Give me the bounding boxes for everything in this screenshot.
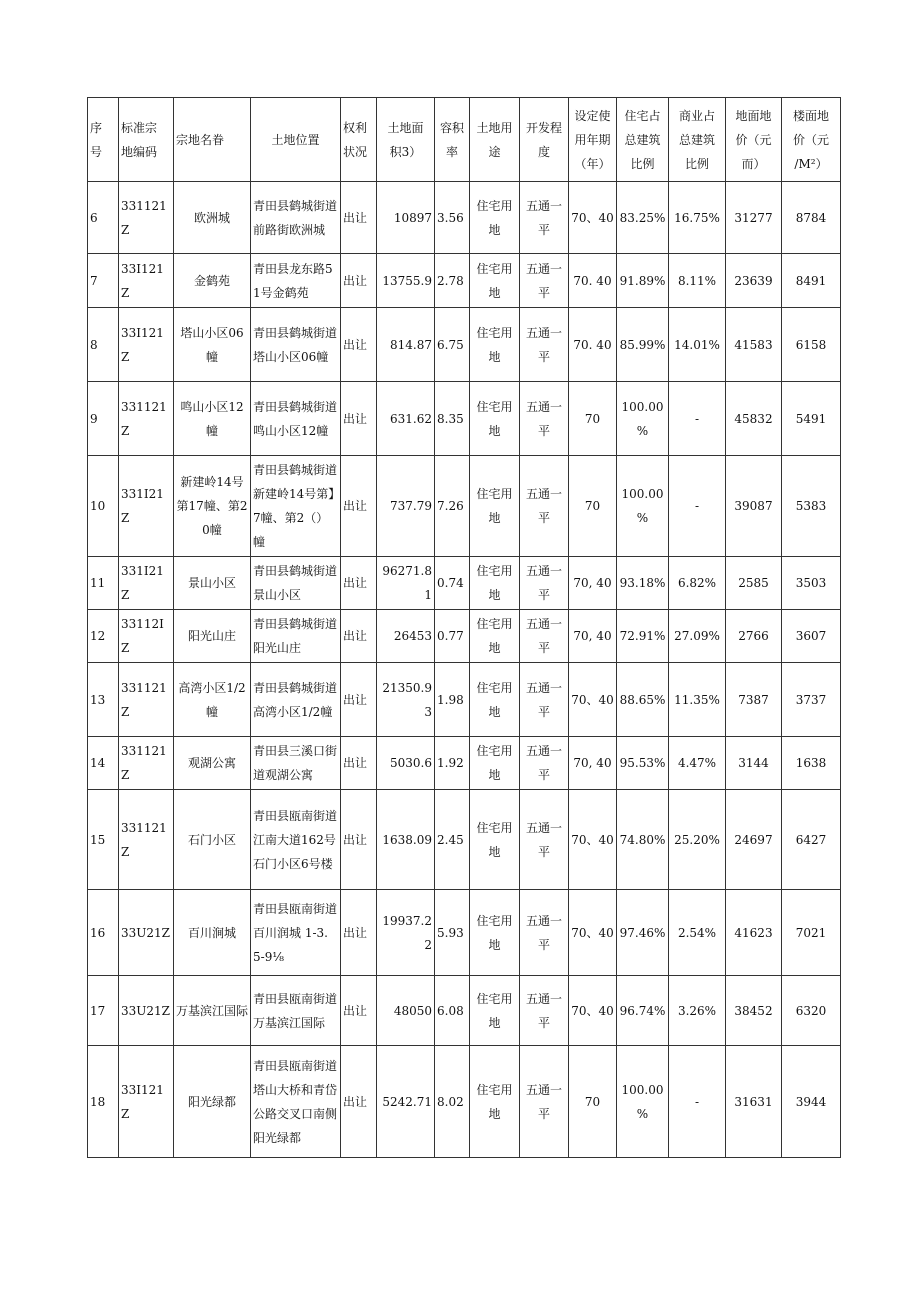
cell-floor-price: 3607 — [782, 610, 841, 663]
cell-no: 7 — [88, 254, 119, 308]
header-land-price: 地面地 价（元 而） — [726, 98, 782, 182]
cell-floor-price: 5491 — [782, 382, 841, 456]
header-row — [88, 98, 841, 182]
cell-years: 70, 40 — [569, 737, 617, 790]
table-row — [88, 456, 841, 557]
cell-com-ratio: 4.47% — [669, 737, 726, 790]
cell-location: 青田县鹤城街道前路街欧洲城 — [251, 182, 341, 254]
table-row — [88, 254, 841, 308]
cell-code: 331I21Z — [119, 557, 174, 610]
header-years: 设定使 用年期 （年） — [569, 98, 617, 182]
cell-no: 9 — [88, 382, 119, 456]
cell-area: 631.62 — [377, 382, 435, 456]
cell-dev: 五通一平 — [520, 976, 569, 1046]
cell-res-ratio: 100.00 % — [617, 1046, 669, 1158]
cell-name: 高湾小区1/2幢 — [174, 663, 251, 737]
table-row — [88, 790, 841, 890]
cell-res-ratio: 88.65% — [617, 663, 669, 737]
land-price-table — [87, 97, 841, 1158]
cell-com-ratio: 11.35% — [669, 663, 726, 737]
cell-code: 331121Z — [119, 790, 174, 890]
cell-dev: 五通一平 — [520, 182, 569, 254]
cell-use: 住宅用地 — [470, 557, 520, 610]
header-res-ratio: 住宅占 总建筑 比例 — [617, 98, 669, 182]
cell-use: 住宅用地 — [470, 790, 520, 890]
cell-floor-price: 5383 — [782, 456, 841, 557]
table-row — [88, 976, 841, 1046]
cell-rights: 出让 — [341, 254, 377, 308]
cell-code: 33112IZ — [119, 610, 174, 663]
cell-name: 石门小区 — [174, 790, 251, 890]
cell-code: 331I21Z — [119, 456, 174, 557]
cell-com-ratio: 14.01% — [669, 308, 726, 382]
cell-use: 住宅用地 — [470, 1046, 520, 1158]
cell-rights: 出让 — [341, 382, 377, 456]
cell-use: 住宅用地 — [470, 737, 520, 790]
cell-use: 住宅用地 — [470, 890, 520, 976]
cell-name: 阳光山庄 — [174, 610, 251, 663]
cell-use: 住宅用地 — [470, 663, 520, 737]
cell-floor-price: 3944 — [782, 1046, 841, 1158]
cell-res-ratio: 91.89% — [617, 254, 669, 308]
cell-res-ratio: 97.46% — [617, 890, 669, 976]
cell-floor-price: 7021 — [782, 890, 841, 976]
cell-no: 17 — [88, 976, 119, 1046]
cell-area: 1638.09 — [377, 790, 435, 890]
cell-res-ratio: 83.25% — [617, 182, 669, 254]
cell-res-ratio: 72.91% — [617, 610, 669, 663]
cell-dev: 五通一平 — [520, 890, 569, 976]
cell-rights: 出让 — [341, 456, 377, 557]
header-use: 土地用 途 — [470, 98, 520, 182]
cell-name: 阳光绿都 — [174, 1046, 251, 1158]
cell-land-price: 23639 — [726, 254, 782, 308]
cell-rights: 出让 — [341, 790, 377, 890]
cell-no: 6 — [88, 182, 119, 254]
cell-floor-price: 8784 — [782, 182, 841, 254]
cell-rights: 出让 — [341, 890, 377, 976]
header-dev: 开发程 度 — [520, 98, 569, 182]
cell-land-price: 45832 — [726, 382, 782, 456]
cell-area: 10897 — [377, 182, 435, 254]
cell-years: 70, 40 — [569, 610, 617, 663]
cell-res-ratio: 96.74% — [617, 976, 669, 1046]
cell-dev: 五通一平 — [520, 308, 569, 382]
cell-use: 住宅用地 — [470, 182, 520, 254]
cell-name: 景山小区 — [174, 557, 251, 610]
cell-res-ratio: 74.80% — [617, 790, 669, 890]
table-row — [88, 557, 841, 610]
cell-land-price: 3144 — [726, 737, 782, 790]
cell-land-price: 7387 — [726, 663, 782, 737]
cell-com-ratio: 3.26% — [669, 976, 726, 1046]
cell-code: 331121Z — [119, 663, 174, 737]
header-rights: 权利 状况 — [341, 98, 377, 182]
cell-area: 26453 — [377, 610, 435, 663]
cell-location: 青田县瓯南街道塔山大桥和青岱公路交叉口南侧阳光绿都 — [251, 1046, 341, 1158]
cell-no: 12 — [88, 610, 119, 663]
cell-name: 塔山小区06幢 — [174, 308, 251, 382]
table-row — [88, 737, 841, 790]
cell-use: 住宅用地 — [470, 456, 520, 557]
header-location: 土地位置 — [251, 98, 341, 182]
cell-dev: 五通一平 — [520, 456, 569, 557]
cell-area: 814.87 — [377, 308, 435, 382]
cell-far: 6.08 — [435, 976, 470, 1046]
cell-location: 青田县鹤城街道鸣山小区12幢 — [251, 382, 341, 456]
cell-rights: 出让 — [341, 737, 377, 790]
cell-floor-price: 8491 — [782, 254, 841, 308]
header-no: 序 号 — [88, 98, 119, 182]
cell-land-price: 31631 — [726, 1046, 782, 1158]
cell-res-ratio: 93.18% — [617, 557, 669, 610]
cell-years: 70、40 — [569, 790, 617, 890]
cell-name: 欧洲城 — [174, 182, 251, 254]
cell-use: 住宅用地 — [470, 610, 520, 663]
cell-location: 青田县鹤城街道塔山小区06幢 — [251, 308, 341, 382]
cell-com-ratio: - — [669, 382, 726, 456]
cell-years: 70、40 — [569, 890, 617, 976]
cell-floor-price: 3503 — [782, 557, 841, 610]
cell-location: 青田县瓯南街道江南大道162号石门小区6号楼 — [251, 790, 341, 890]
cell-far: 5.93 — [435, 890, 470, 976]
cell-dev: 五通一平 — [520, 737, 569, 790]
cell-area: 5242.71 — [377, 1046, 435, 1158]
cell-land-price: 41583 — [726, 308, 782, 382]
cell-code: 33U21Z — [119, 890, 174, 976]
cell-no: 13 — [88, 663, 119, 737]
cell-com-ratio: - — [669, 1046, 726, 1158]
table-row — [88, 182, 841, 254]
cell-com-ratio: - — [669, 456, 726, 557]
cell-rights: 出让 — [341, 308, 377, 382]
table-row — [88, 382, 841, 456]
cell-years: 70. 40 — [569, 254, 617, 308]
cell-location: 青田县三溪口街道观湖公寓 — [251, 737, 341, 790]
cell-dev: 五通一平 — [520, 254, 569, 308]
cell-code: 33I121Z — [119, 254, 174, 308]
cell-code: 331121Z — [119, 382, 174, 456]
cell-far: 8.02 — [435, 1046, 470, 1158]
cell-years: 70. 40 — [569, 308, 617, 382]
cell-dev: 五通一平 — [520, 1046, 569, 1158]
cell-far: 1.98 — [435, 663, 470, 737]
cell-land-price: 41623 — [726, 890, 782, 976]
cell-rights: 出让 — [341, 1046, 377, 1158]
cell-far: 8.35 — [435, 382, 470, 456]
cell-code: 331121Z — [119, 737, 174, 790]
cell-code: 33I121Z — [119, 1046, 174, 1158]
cell-no: 14 — [88, 737, 119, 790]
cell-far: 2.78 — [435, 254, 470, 308]
cell-years: 70, 40 — [569, 557, 617, 610]
cell-far: 6.75 — [435, 308, 470, 382]
cell-no: 16 — [88, 890, 119, 976]
cell-com-ratio: 6.82% — [669, 557, 726, 610]
cell-floor-price: 6158 — [782, 308, 841, 382]
cell-dev: 五通一平 — [520, 382, 569, 456]
cell-use: 住宅用地 — [470, 382, 520, 456]
cell-location: 青田县鹤城街道景山小区 — [251, 557, 341, 610]
cell-name: 金鹤苑 — [174, 254, 251, 308]
cell-far: 3.56 — [435, 182, 470, 254]
cell-area: 737.79 — [377, 456, 435, 557]
cell-land-price: 2766 — [726, 610, 782, 663]
cell-land-price: 38452 — [726, 976, 782, 1046]
cell-years: 70 — [569, 382, 617, 456]
cell-name: 鸣山小区12幢 — [174, 382, 251, 456]
cell-use: 住宅用地 — [470, 976, 520, 1046]
cell-com-ratio: 8.11% — [669, 254, 726, 308]
cell-use: 住宅用地 — [470, 308, 520, 382]
cell-rights: 出让 — [341, 182, 377, 254]
cell-use: 住宅用地 — [470, 254, 520, 308]
cell-floor-price: 6320 — [782, 976, 841, 1046]
cell-years: 70、40 — [569, 182, 617, 254]
cell-area: 21350.93 — [377, 663, 435, 737]
cell-far: 0.74 — [435, 557, 470, 610]
cell-code: 33U21Z — [119, 976, 174, 1046]
cell-floor-price: 3737 — [782, 663, 841, 737]
cell-com-ratio: 16.75% — [669, 182, 726, 254]
cell-name: 万基滨江国际 — [174, 976, 251, 1046]
cell-name: 百川涧城 — [174, 890, 251, 976]
header-floor-price: 楼面地 价（元 /M²） — [782, 98, 841, 182]
cell-rights: 出让 — [341, 976, 377, 1046]
cell-location: 青田县鹤城街道高湾小区1/2幢 — [251, 663, 341, 737]
cell-rights: 出让 — [341, 557, 377, 610]
cell-area: 48050 — [377, 976, 435, 1046]
table-row — [88, 890, 841, 976]
cell-res-ratio: 100.00 % — [617, 456, 669, 557]
cell-years: 70、40 — [569, 976, 617, 1046]
cell-com-ratio: 27.09% — [669, 610, 726, 663]
header-area: 土地面 积3） — [377, 98, 435, 182]
cell-dev: 五通一平 — [520, 790, 569, 890]
cell-res-ratio: 85.99% — [617, 308, 669, 382]
cell-location: 青田县瓯南街道万基滨江国际 — [251, 976, 341, 1046]
cell-no: 15 — [88, 790, 119, 890]
cell-no: 18 — [88, 1046, 119, 1158]
cell-area: 96271.81 — [377, 557, 435, 610]
cell-no: 11 — [88, 557, 119, 610]
cell-code: 331121Z — [119, 182, 174, 254]
cell-land-price: 39087 — [726, 456, 782, 557]
cell-no: 10 — [88, 456, 119, 557]
table-row — [88, 308, 841, 382]
table-row — [88, 1046, 841, 1158]
cell-area: 5030.6 — [377, 737, 435, 790]
cell-years: 70、40 — [569, 663, 617, 737]
cell-com-ratio: 2.54% — [669, 890, 726, 976]
header-com-ratio: 商业占 总建筑 比例 — [669, 98, 726, 182]
header-name: 宗地名眷 — [174, 98, 251, 182]
cell-name: 观湖公寓 — [174, 737, 251, 790]
header-far: 容积 率 — [435, 98, 470, 182]
cell-location: 青田县鹤城街道新建岭14号第】7幢、第2（）幢 — [251, 456, 341, 557]
cell-dev: 五通一平 — [520, 557, 569, 610]
cell-location: 青田县瓯南街道百川润城 1-3. 5-9⅛ — [251, 890, 341, 976]
cell-land-price: 2585 — [726, 557, 782, 610]
cell-dev: 五通一平 — [520, 610, 569, 663]
cell-far: 2.45 — [435, 790, 470, 890]
cell-land-price: 31277 — [726, 182, 782, 254]
cell-name: 新建岭14号第17幢、第20幢 — [174, 456, 251, 557]
cell-land-price: 24697 — [726, 790, 782, 890]
cell-no: 8 — [88, 308, 119, 382]
cell-dev: 五通一平 — [520, 663, 569, 737]
cell-com-ratio: 25.20% — [669, 790, 726, 890]
cell-area: 19937.22 — [377, 890, 435, 976]
cell-far: 1.92 — [435, 737, 470, 790]
cell-code: 33I121Z — [119, 308, 174, 382]
cell-floor-price: 6427 — [782, 790, 841, 890]
cell-res-ratio: 95.53% — [617, 737, 669, 790]
cell-years: 70 — [569, 1046, 617, 1158]
cell-floor-price: 1638 — [782, 737, 841, 790]
header-code: 标准宗 地编码 — [119, 98, 174, 182]
cell-location: 青田县龙东路51号金鹤苑 — [251, 254, 341, 308]
cell-rights: 出让 — [341, 663, 377, 737]
cell-far: 7.26 — [435, 456, 470, 557]
cell-area: 13755.9 — [377, 254, 435, 308]
cell-res-ratio: 100.00 % — [617, 382, 669, 456]
cell-far: 0.77 — [435, 610, 470, 663]
cell-location: 青田县鹤城街道阳光山庄 — [251, 610, 341, 663]
cell-rights: 出让 — [341, 610, 377, 663]
table-row — [88, 610, 841, 663]
table-row — [88, 663, 841, 737]
cell-years: 70 — [569, 456, 617, 557]
